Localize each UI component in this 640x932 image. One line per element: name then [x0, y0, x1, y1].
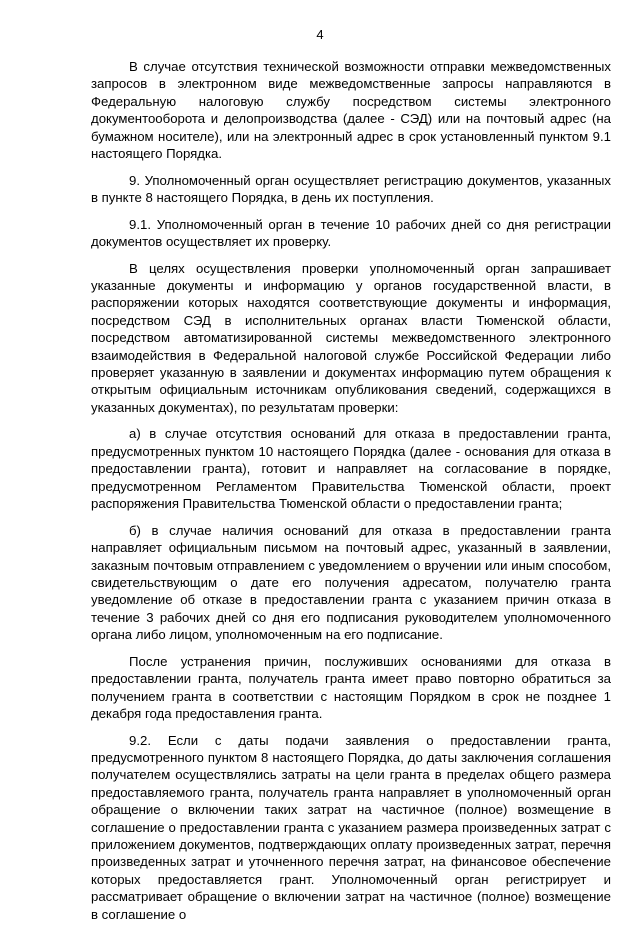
- paragraph-interagency-requests: В случае отсутствия технической возможности отправки межведомственных запросов в электронном виде межведомственные запросы направляются в Федеральную налоговую службу посредством системы электронного документооборота и делопроизводства (далее - СЭД) или на почтовый адрес (на бумажном носителе), или на электронный адрес в срок установленный пунктом 9.1 настоящего Порядка.: [91, 59, 611, 162]
- paragraph-b-refusal: б) в случае наличия оснований для отказа в предоставлении гранта направляет официальным письмом на почтовый адрес, указанный в заявлении, заказным почтовым отправлением с уведомлением о вручении или иным способом, свидетельствующим о дате его получения адресатом, получателю гранта уведомление об отказе в предоставлении гранта с указанием причин отказа в течение 3 рабочих дней со дня его подписания руководителем уполномоченного органа либо лицом, уполномоченным на его подписание.: [91, 522, 611, 643]
- paragraph-9-1-check: 9.1. Уполномоченный орган в течение 10 рабочих дней со дня регистрации документов осуществляет их проверку.: [91, 216, 611, 250]
- document-body: [91, 58, 611, 932]
- page-number: 4: [316, 27, 324, 42]
- paragraph-9-registration: 9. Уполномоченный орган осуществляет регистрацию документов, указанных в пункте 8 настоящего Порядка, в день их поступления.: [91, 172, 611, 206]
- paragraph-reapply: После устранения причин, послуживших основаниями для отказа в предоставлении гранта, получатель гранта имеет право повторно обратиться за получением гранта в соответствии с настоящим Порядком в срок не позднее 1 декабря года предоставления гранта.: [91, 653, 611, 721]
- paragraph-a-no-refusal: а) в случае отсутствия оснований для отказа в предоставлении гранта, предусмотренных пунктом 10 настоящего Порядка (далее - основания для отказа в предоставлении гранта), готовит и направляет на согласование в порядке, предусмотренном Регламентом Правительства Тюменской области, проект распоряжения Правительства Тюменской области о предоставлении гранта;: [91, 426, 611, 512]
- paragraph-9-2-costs: 9.2. Если с даты подачи заявления о предоставлении гранта, предусмотренного пунктом 8 настоящего Порядка, до даты заключения соглашения получателем осуществлялись затраты на цели гранта в пределах общего размера предоставляемого гранта, получатель гранта направляет в уполномоченный орган обращение о включении таких затрат на частичное (полное) возмещение в соглашение о предоставлении гранта с указанием размера произведенных затрат с приложением документов, подтверждающих оплату произведенных затрат, перечня произведенных затрат и уточненного перечня затрат, на финансовое обеспечение которых предоставляется грант. Уполномоченный орган регистрирует и рассматривает обращение о включении затрат на частичное (полное) возмещение в соглашение о: [91, 732, 611, 922]
- paragraph-verification-purpose: В целях осуществления проверки уполномоченный орган запрашивает указанные документы и информацию у органов государственной власти, в распоряжении которых находятся соответствующие документы и информация, посредством СЭД в исполнительных органах власти Тюменской области, посредством автоматизированной системы межведомственного электронного взаимодействия в Федеральной налоговой службе Российской Федерации либо проверяет указанную в заявлении и документах информацию путем обращения к открытым официальным источникам опубликования сведений, содержащихся в указанных документах), по результатам проверки:: [91, 260, 611, 415]
